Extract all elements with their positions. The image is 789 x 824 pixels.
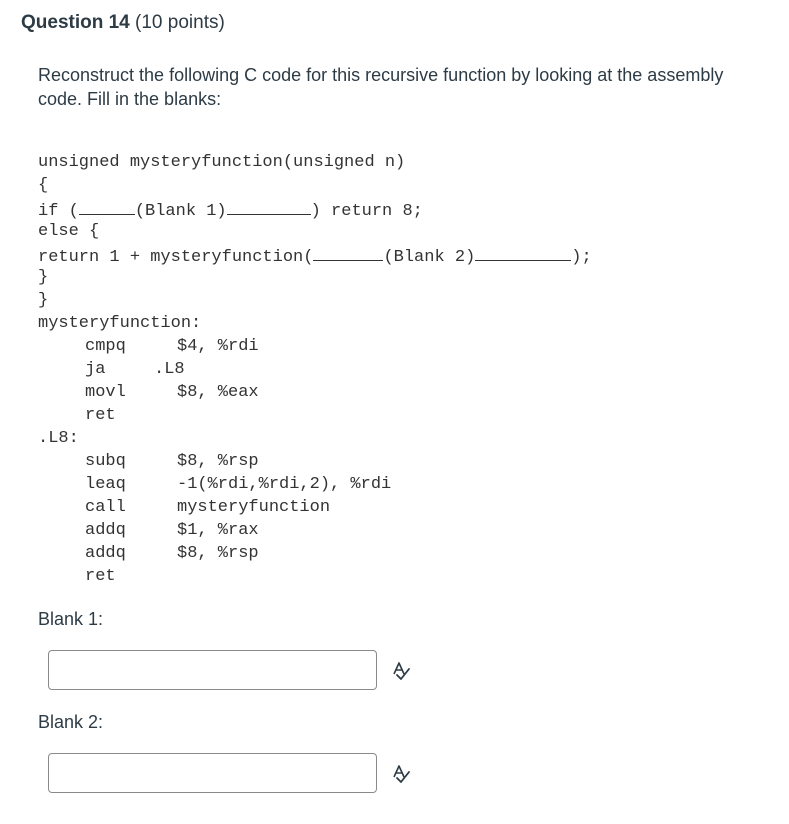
code-close-inner-brace: } bbox=[38, 268, 49, 287]
blank1-underline-right bbox=[227, 197, 311, 215]
asm-op: subq bbox=[85, 452, 126, 471]
code-return-line bbox=[38, 243, 592, 269]
asm-args: mysteryfunction bbox=[177, 498, 331, 517]
question-points: (10 points) bbox=[135, 12, 225, 33]
spellcheck-icon[interactable] bbox=[390, 660, 412, 682]
code-return-suffix: ); bbox=[571, 248, 592, 267]
asm-op: ret bbox=[85, 567, 116, 586]
code-if-prefix: if ( bbox=[38, 202, 79, 221]
asm-op: cmpq bbox=[85, 337, 126, 356]
asm-args: $8, %rsp bbox=[177, 544, 259, 563]
code-signature: unsigned mysteryfunction(unsigned n) bbox=[38, 153, 406, 172]
blank1-input[interactable] bbox=[48, 650, 377, 690]
asm-op: call bbox=[85, 498, 126, 517]
spellcheck-icon[interactable] bbox=[390, 763, 412, 785]
asm-args: $8, %eax bbox=[177, 383, 259, 402]
asm-args: -1(%rdi,%rdi,2), %rdi bbox=[177, 475, 392, 494]
question-header bbox=[21, 11, 225, 35]
asm-op: addq bbox=[85, 521, 126, 540]
asm-op: addq bbox=[85, 544, 126, 563]
asm-args: $1, %rax bbox=[177, 521, 259, 540]
asm-function-label: mysteryfunction: bbox=[38, 314, 202, 333]
asm-op: leaq bbox=[85, 475, 126, 494]
asm-op: movl bbox=[85, 383, 126, 402]
asm-l8-label: .L8: bbox=[38, 429, 79, 448]
asm-args: .L8 bbox=[154, 360, 185, 379]
blank2-underline-right bbox=[475, 243, 571, 261]
asm-args: $4, %rdi bbox=[177, 337, 259, 356]
code-else-line: else { bbox=[38, 222, 100, 241]
code-open-brace: { bbox=[38, 176, 49, 195]
blank2-label: Blank 2: bbox=[38, 712, 104, 732]
code-close-outer-brace: } bbox=[38, 291, 49, 310]
question-prompt: Reconstruct the following C code for this recursive function by looking at the assembly code. Fill in the blanks: bbox=[38, 65, 724, 109]
blank2-underline-left bbox=[313, 243, 383, 261]
blank2-inline-label: (Blank 2) bbox=[383, 248, 476, 267]
asm-op: ret bbox=[85, 406, 116, 425]
asm-op: ja bbox=[85, 360, 106, 379]
code-return-prefix: return 1 + mysteryfunction( bbox=[38, 248, 314, 267]
asm-args: $8, %rsp bbox=[177, 452, 259, 471]
blank1-label: Blank 1: bbox=[38, 609, 104, 629]
blank1-inline-label: (Blank 1) bbox=[134, 202, 227, 221]
blank2-input[interactable] bbox=[48, 753, 377, 793]
blank1-underline-left bbox=[79, 197, 135, 215]
code-if-suffix: ) return 8; bbox=[310, 202, 423, 221]
question-title: Question 14 bbox=[21, 12, 130, 33]
